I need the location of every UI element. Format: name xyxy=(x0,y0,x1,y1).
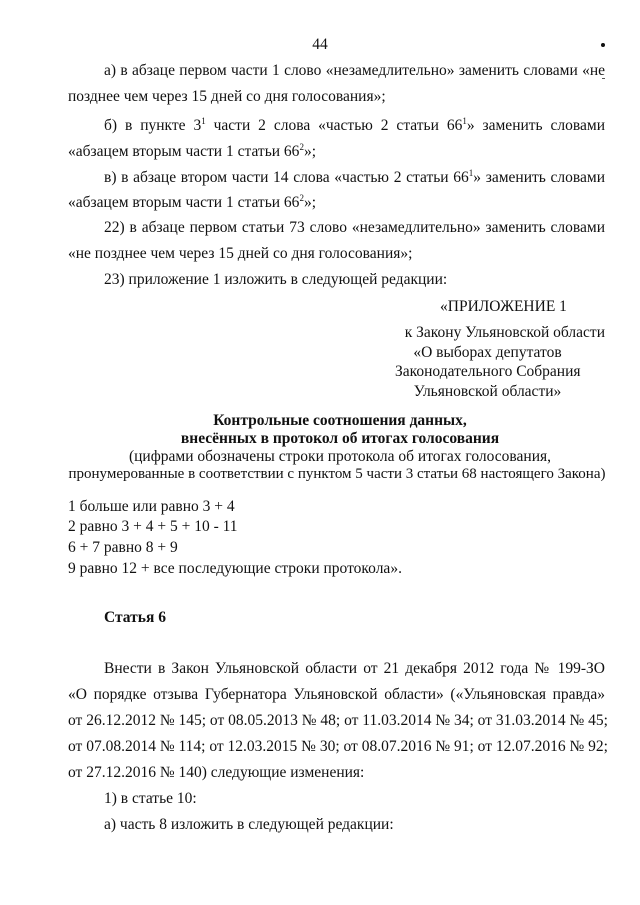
article-line: «О порядке отзыва Губернатора Ульяновской области» («Ульяновская правда» xyxy=(68,686,605,703)
article-item: 1) в статье 10: xyxy=(104,790,197,807)
appendix-line: Ульяновской области» xyxy=(413,383,562,400)
paragraph-22-line1: 22) в абзаце первом статьи 73 слово «незамедлительно» заменить словами xyxy=(104,219,605,236)
ratio-line: 6 + 7 равно 8 + 9 xyxy=(68,539,178,556)
ratio-line: 2 равно 3 + 4 + 5 + 10 - 11 xyxy=(68,518,238,535)
paragraph-b-line2: «абзацем вторым части 1 статьи $66^2$»; xyxy=(68,142,316,160)
ratio-line: 9 равно 12 + все последующие строки протокола». xyxy=(68,560,402,577)
section-note: пронумерованные в соответствии с пунктом 5 части 3 статьи 68 настоящего Закона) xyxy=(68,466,606,482)
paragraph-a1-line1: а) в абзаце первом части 1 слово «незамедлительно» заменить словами «не xyxy=(104,62,605,79)
appendix-line: к Закону Ульяновской области xyxy=(404,324,605,341)
paragraph-23: 23) приложение 1 изложить в следующей редакции: xyxy=(104,271,448,288)
article-line: Внести в Закон Ульяновской области от 21 декабря 2012 года № 199-ЗО xyxy=(104,660,605,677)
article-item: а) часть 8 изложить в следующей редакции: xyxy=(104,816,394,833)
paragraph-b-line1: б) в пункте $3^1$ части 2 слова «частью 2 статьи $66^1$» заменить словами xyxy=(104,116,606,134)
article-line: от 26.12.2012 № 145; от 08.05.2013 № 48; от 11.03.2014 № 34; от 31.03.2014 № 45; xyxy=(68,712,608,729)
appendix-title: «ПРИЛОЖЕНИЕ 1 xyxy=(440,298,567,315)
article-line: от 07.08.2014 № 114; от 12.03.2015 № 30; от 08.07.2016 № 91; от 12.07.2016 № 92; xyxy=(68,738,608,755)
appendix-line: «О выборах депутатов xyxy=(413,344,562,361)
section-heading: Контрольные соотношения данных, xyxy=(213,412,467,429)
appendix-line: Законодательного Собрания xyxy=(395,363,581,380)
paragraph-a1-line2: позднее чем через 15 дней со дня голосования»; xyxy=(68,88,386,105)
article-title: Статья 6 xyxy=(104,609,166,626)
section-heading: внесённых в протокол об итогах голосования xyxy=(180,430,500,447)
ratio-line: 1 больше или равно 3 + 4 xyxy=(68,498,235,515)
scan-mark xyxy=(601,43,605,47)
paragraph-22-line2: «не позднее чем через 15 дней со дня голосования»; xyxy=(68,245,413,262)
page-number: 44 xyxy=(312,36,328,53)
section-note: (цифрами обозначены строки протокола об итогах голосования, xyxy=(128,448,552,465)
article-line: от 27.12.2016 № 140) следующие изменения: xyxy=(68,764,365,781)
paragraph-v-line1: в) в абзаце втором части 14 слова «частью 2 статьи $66^1$» заменить словами xyxy=(104,168,605,186)
paragraph-v-line2: «абзацем вторым части 1 статьи $66^2$»; xyxy=(68,193,316,211)
